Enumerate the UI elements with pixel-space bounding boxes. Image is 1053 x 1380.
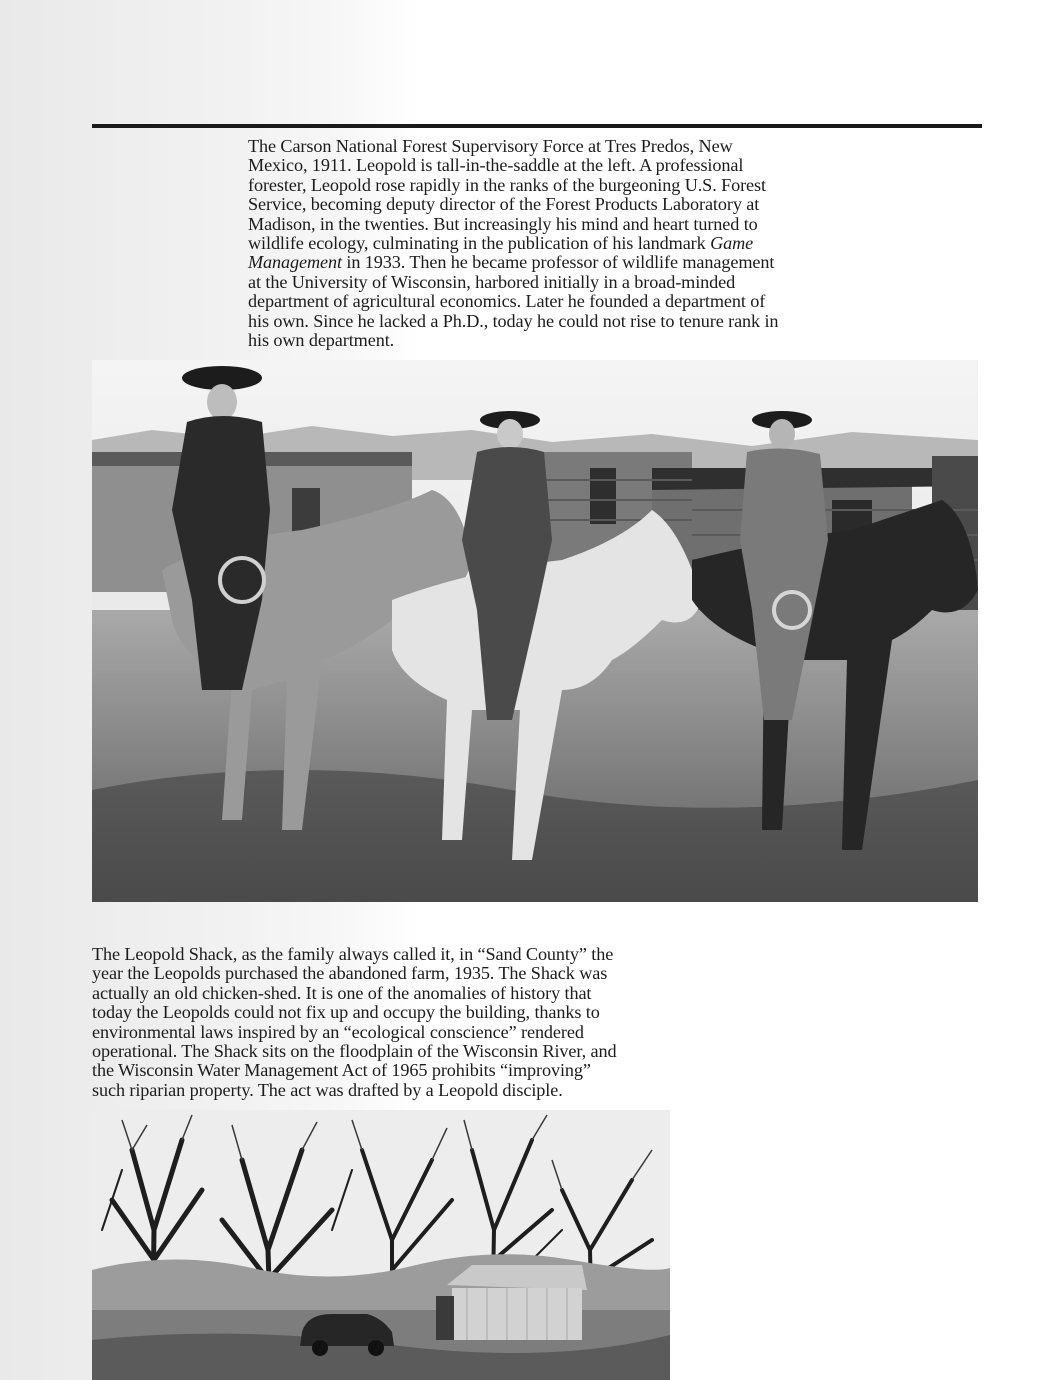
caption-line: year the Leopolds purchased the abandoned farm, 1935. The Shack was [92,963,608,984]
shack-photo [92,1110,670,1380]
caption-line [248,234,838,253]
caption-line: The Leopold Shack, as the family always called it, in “Sand County” the [92,944,614,964]
caption-line: operational. The Shack sits on the floodplain of the Wisconsin River, and [92,1041,617,1062]
caption-line: forester, Leopold rose rapidly in the ranks of the burgeoning U.S. Forest [248,174,766,195]
riders-photo-illustration [92,360,978,902]
bottom-photo-caption [92,945,672,1100]
caption-line: his own. Since he lacked a Ph.D., today he could not rise to tenure rank in [248,310,779,331]
top-rule [92,124,982,128]
book-title-game: Game [710,233,754,254]
caption-line: Madison, in the twenties. But increasingly his mind and heart turned to [248,213,758,234]
caption-line: today the Leopolds could not fix up and occupy the building, thanks to [92,1002,600,1023]
caption-line: department of agricultural economics. Later he founded a department of [248,291,766,312]
caption-line: actually an old chicken-shed. It is one of the anomalies of history that [92,982,592,1003]
caption-line: his own department. [248,330,395,351]
caption-line: such riparian property. The act was drafted by a Leopold disciple. [92,1079,563,1100]
caption-line: environmental laws inspired by an “ecological conscience” rendered [92,1021,584,1042]
caption-text: wildlife ecology, culminating in the publication of his landmark [248,233,706,254]
caption-text: in 1933. Then he became professor of wildlife management [346,252,775,273]
riders-photo [92,360,978,902]
caption-line: at the University of Wisconsin, harbored initially in a broad-minded [248,271,736,292]
caption-line: Service, becoming deputy director of the Forest Products Laboratory at [248,194,760,215]
shack-photo-illustration [92,1110,670,1380]
top-photo-caption [248,137,838,350]
caption-line: the Wisconsin Water Management Act of 1965 prohibits “improving” [92,1060,591,1081]
caption-line [248,253,838,272]
book-title-management: Management [248,252,342,273]
caption-line: The Carson National Forest Supervisory Force at Tres Predos, New [248,136,733,156]
caption-line: Mexico, 1911. Leopold is tall-in-the-saddle at the left. A professional [248,155,744,176]
